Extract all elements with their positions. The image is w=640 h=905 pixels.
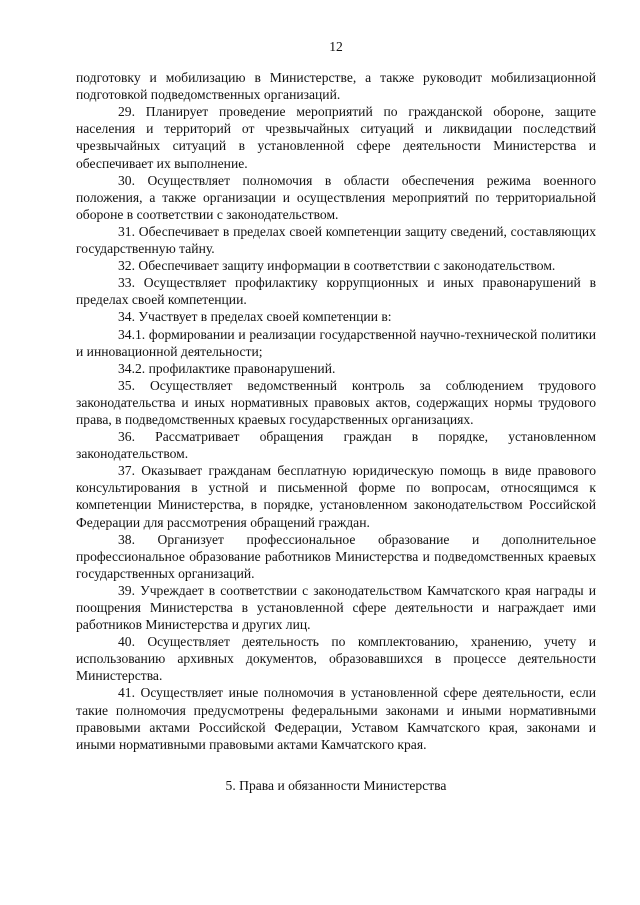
paragraph-34-1: 34.1. формировании и реализации государственной научно-технической политики и инновационной деятельности; xyxy=(76,326,596,359)
paragraph-41: 41. Осуществляет иные полномочия в установленной сфере деятельности, если такие полномочия предусмотрены федеральными законами и иными нормативными правовыми актами Российской Федерации, Уставом Камчатского края, законами и иными нормативными правовыми актами Камчатского края. xyxy=(76,685,596,752)
paragraph-37: 37. Оказывает гражданам бесплатную юридическую помощь в виде правового консультирования в устной и письменной форме по вопросам, относящимся к компетенции Министерства, в порядке, установленном законодательством Российской Федерации для рассмотрения обращений граждан. xyxy=(76,463,596,530)
paragraph-34: 34. Участвует в пределах своей компетенции в: xyxy=(118,309,392,325)
paragraph-34-2: 34.2. профилактике правонарушений. xyxy=(118,360,336,376)
document-page xyxy=(76,38,596,794)
paragraph-35: 35. Осуществляет ведомственный контроль за соблюдением трудового законодательства и иных нормативных правовых актов, содержащих нормы трудового права, в подведомственных краевых государственных организациях. xyxy=(76,377,596,427)
paragraph-32: 32. Обеспечивает защиту информации в соответствии с законодательством. xyxy=(118,258,556,274)
paragraph-40: 40. Осуществляет деятельность по комплектованию, хранению, учету и использованию архивных документов, образовавшихся в процессе деятельности Министерства. xyxy=(76,634,596,684)
paragraph-31: 31. Обеспечивает в пределах своей компетенции защиту сведений, составляющих государственную тайну. xyxy=(76,223,596,257)
paragraph-39: 39. Учреждает в соответствии с законодательством Камчатского края награды и поощрения Министерства в установленной сфере деятельности и награждает ими работников Министерства и других лиц. xyxy=(76,582,596,633)
paragraph-38: 38. Организует профессиональное образование и дополнительное профессиональное образование работников Министерства и подведомственных краевых государственных организаций. xyxy=(76,531,596,581)
section-heading: 5. Права и обязанности Министерства xyxy=(225,777,447,793)
paragraph-29: 29. Планирует проведение мероприятий по гражданской обороне, защите населения и территорий от чрезвычайных ситуаций и ликвидации последствий чрезвычайных ситуаций в установленной сфере деятельности Министерства и обеспечивает их выполнение. xyxy=(76,104,596,171)
paragraph-33: 33. Осуществляет профилактику коррупционных и иных правонарушений в пределах своей компетенции. xyxy=(76,275,596,308)
page-number: 12 xyxy=(329,39,343,54)
paragraph-36: 36. Рассматривает обращения граждан в порядке, установленном законодательством. xyxy=(76,429,596,462)
paragraph-continuation: подготовку и мобилизацию в Министерстве, а также руководит мобилизационной подготовкой подведомственных организаций. xyxy=(76,70,596,103)
paragraph-30: 30. Осуществляет полномочия в области обеспечения режима военного положения, а также организации и осуществления мероприятий по территориальной обороне в соответствии с законодательством. xyxy=(76,172,596,222)
